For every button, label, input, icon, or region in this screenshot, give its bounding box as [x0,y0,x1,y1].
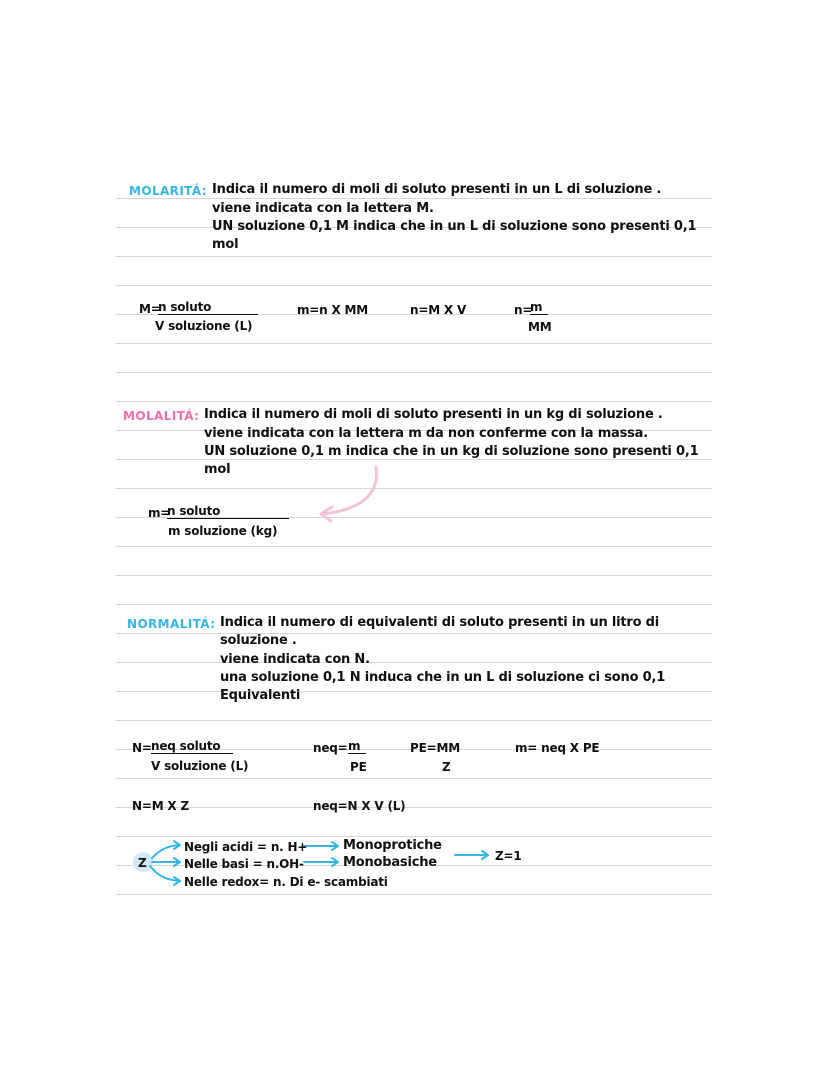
formula-lhs: M= [139,302,161,316]
z-branch-acids: Negli acidi = n. H+ [184,840,308,854]
normalita-line-2: soluzione . [220,633,297,648]
normalita-line-3: viene indicata con N. [220,652,370,667]
molarita-line-4: mol [212,237,239,252]
z-result-monobasiche: Monobasiche [343,855,437,870]
z-branch-redox: Nelle redox= n. Di e- scambiati [184,875,388,889]
formula-numerator: m [530,300,548,315]
formula-numerator: n soluto [167,504,289,519]
molarita-line-1: Indica il numero di moli di soluto presenti in un L di soluzione . [212,182,662,197]
formula-denominator: V soluzione (L) [155,319,253,333]
molarita-formula-2: m=n X MM [297,303,368,317]
molalita-heading: MOLALITÁ: [123,409,200,423]
molalita-line-1: Indica il numero di moli di soluto presenti in un kg di soluzione . [204,407,663,422]
formula-numerator: neq soluto [151,739,233,754]
formula-lhs: neq= [313,741,348,755]
molarita-heading: MOLARITÁ: [129,184,207,198]
formula-lhs: n= [514,303,533,317]
z-result-monoprotiche: Monoprotiche [343,838,442,853]
formula-numerator: n soluto [158,300,258,315]
formula-denominator: MM [528,320,552,334]
molalita-line-2: viene indicata con la lettera m da non conferme con la massa. [204,426,648,441]
formula-denominator: PE [350,760,367,774]
normalita-formula-5: N=M X Z [132,799,189,813]
formula-lhs: N= [132,741,152,755]
molalita-line-4: mol [204,462,231,477]
normalita-heading: NORMALITÁ: [127,617,216,631]
z-branch-bases: Nelle basi = n.OH- [184,857,304,871]
formula-top: PE=MM [410,741,460,755]
formula-denominator: m soluzione (kg) [168,524,278,538]
normalita-line-5: Equivalenti [220,688,301,703]
molalita-line-3: UN soluzione 0,1 m indica che in un kg di soluzione sono presenti 0,1 [204,444,699,459]
normalita-line-1: Indica il numero di equivalenti di soluto presenti in un litro di [220,615,660,630]
formula-denominator: V soluzione (L) [151,759,249,773]
molarita-line-3: UN soluzione 0,1 M indica che in un L di soluzione sono presenti 0,1 [212,219,697,234]
molarita-formula-3: n=M X V [410,303,467,317]
z-final: Z=1 [495,849,522,863]
molarita-line-2: viene indicata con la lettera M. [212,201,434,216]
formula-bottom: Z [442,760,451,774]
formula-lhs: m= [148,506,171,520]
normalita-formula-6: neq=N X V (L) [313,799,406,813]
normalita-line-4: una soluzione 0,1 N induca che in un L di soluzione ci sono 0,1 [220,670,666,685]
z-label: Z [138,856,147,870]
normalita-formula-4: m= neq X PE [515,741,600,755]
formula-numerator: m [348,739,366,754]
